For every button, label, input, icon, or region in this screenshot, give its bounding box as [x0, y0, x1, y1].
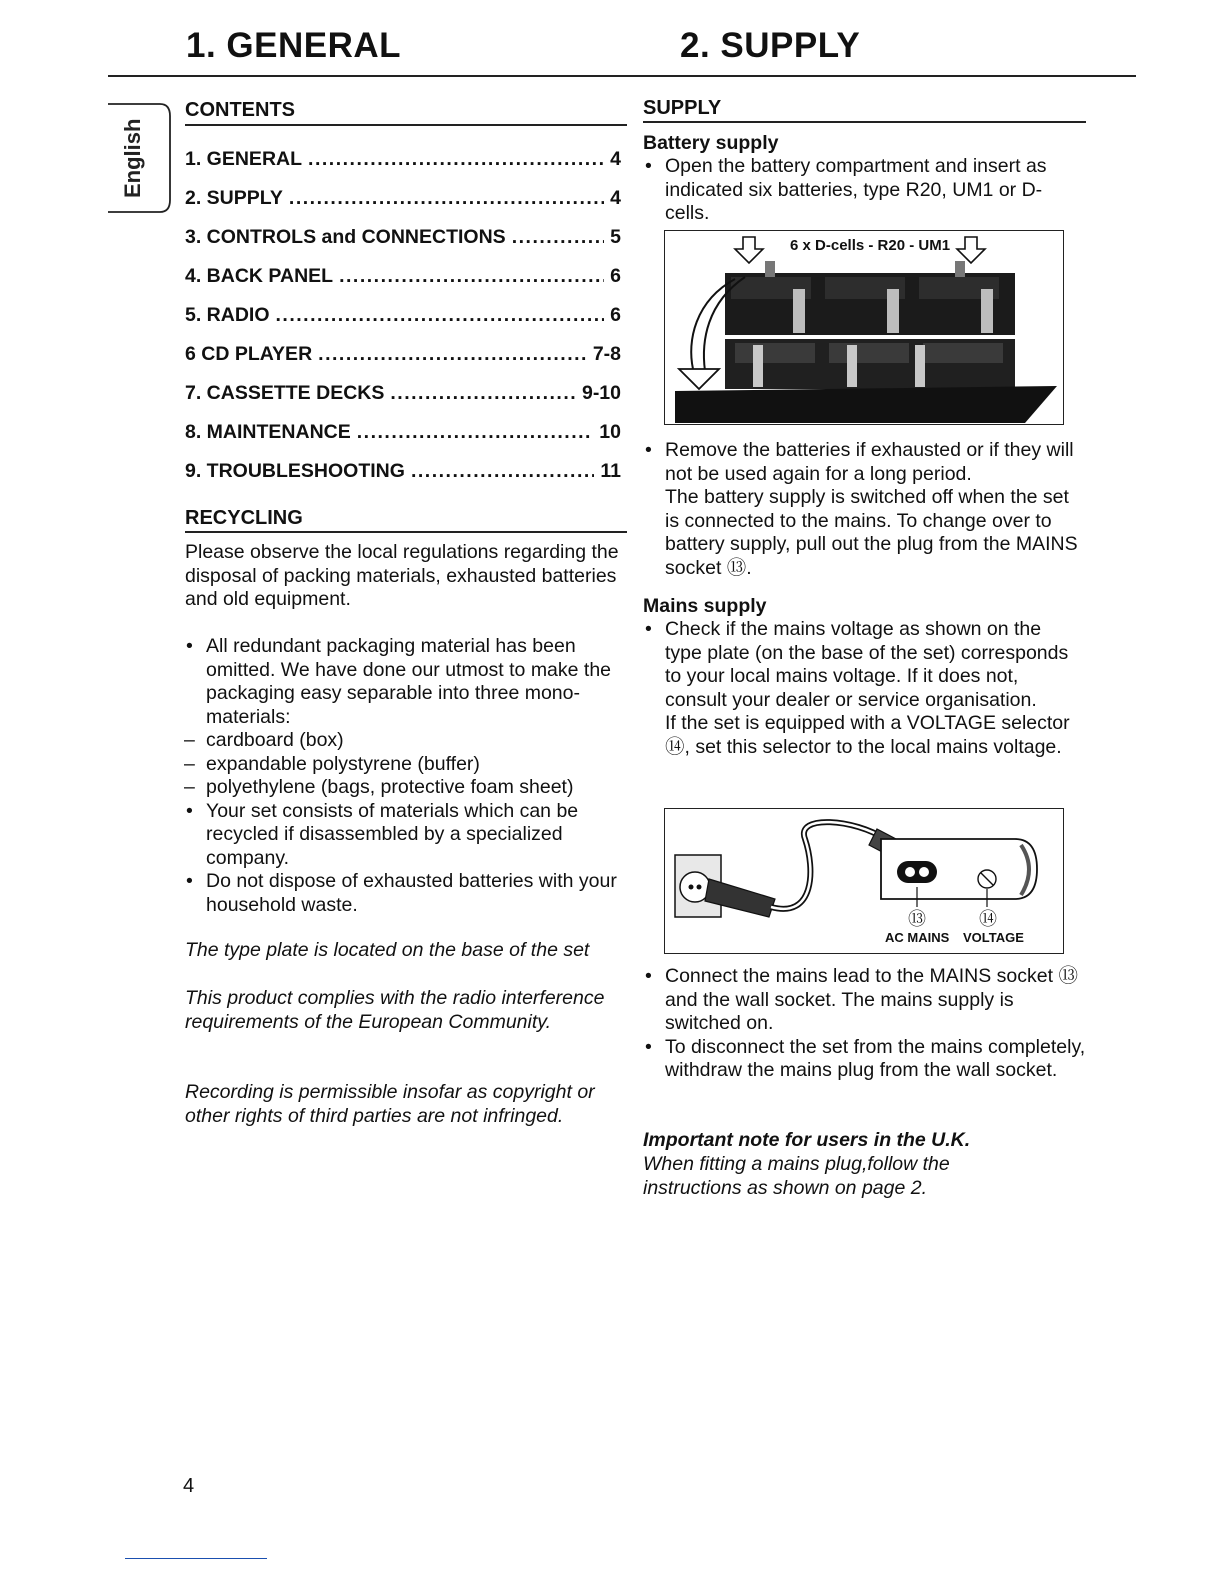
- toc-item[interactable]: [185, 304, 621, 327]
- mains-connection-figure: [664, 808, 1064, 954]
- contents-rule: [185, 124, 627, 126]
- toc-item-page: 6: [610, 304, 621, 326]
- recycling-list: [184, 635, 624, 917]
- compliance-note: This product complies with the radio interference requirements of the European Community.: [185, 987, 605, 1033]
- toc-item-label: 8. MAINTENANCE: [185, 421, 351, 443]
- toc-item-label: 4. BACK PANEL: [185, 265, 334, 287]
- page-number: 4: [183, 1475, 195, 1497]
- callout-13: ⑬: [908, 909, 926, 929]
- header-rule: [108, 75, 1136, 77]
- list-item: • Do not dispose of exhausted batteries with your household waste.: [184, 870, 624, 917]
- left-page-title: 1. GENERAL: [186, 26, 402, 65]
- toc-item-label: 7. CASSETTE DECKS: [185, 382, 385, 404]
- contents-heading: CONTENTS: [185, 99, 295, 121]
- toc-leader-dots: [390, 382, 576, 405]
- language-label: English: [120, 118, 145, 198]
- right-page-title: 2. SUPPLY: [680, 26, 861, 65]
- battery-illustration: [665, 231, 1063, 424]
- mains-list-1: [643, 618, 1083, 759]
- toc-leader-dots: [357, 421, 594, 444]
- toc-leader-dots: [289, 187, 604, 210]
- toc-item[interactable]: [185, 343, 621, 366]
- toc-item-page: 6: [610, 265, 621, 287]
- toc-item[interactable]: [185, 421, 621, 444]
- recycling-rule: [185, 531, 627, 533]
- recording-note: Recording is permissible insofar as copyright or other rights of third parties are not infringed.: [185, 1081, 595, 1127]
- list-item: – cardboard (box): [184, 729, 624, 753]
- mains-list-2: [643, 965, 1088, 1083]
- list-item: [643, 618, 1083, 759]
- toc-item-label: 5. RADIO: [185, 304, 270, 326]
- list-item: – expandable polystyrene (buffer): [184, 753, 624, 777]
- uk-note-heading: Important note for users in the U.K.: [643, 1129, 971, 1151]
- voltage-selector-text: If the set is equipped with a VOLTAGE selector ⑭, set this selector to the local mains voltage.: [665, 712, 1070, 758]
- toc-leader-dots: [276, 304, 605, 327]
- list-item: [643, 439, 1083, 580]
- battery-figure-label: 6 x D-cells - R20 - UM1: [787, 237, 953, 254]
- toc-leader-dots: [339, 265, 604, 288]
- toc-item-page: 9-10: [581, 382, 621, 404]
- uk-note-text: When fitting a mains plug,follow the instructions as shown on page 2.: [643, 1153, 950, 1199]
- battery-removal-text: • Remove the batteries if exhausted or if they will not be used again for a long period.: [665, 439, 1074, 485]
- toc-item[interactable]: [185, 265, 621, 288]
- toc-leader-dots: [308, 148, 604, 171]
- recycling-heading: RECYCLING: [185, 507, 303, 529]
- toc-item-page: 10: [599, 421, 621, 443]
- toc-item-label: 2. SUPPLY: [185, 187, 283, 209]
- toc-leader-dots: [512, 226, 604, 249]
- toc-item-page: 5: [610, 226, 621, 248]
- list-item: • All redundant packaging material has been omitted. We have done our utmost to make the packaging easy separable into three mono-materials:: [184, 635, 624, 729]
- toc-item-label: 9. TROUBLESHOOTING: [185, 460, 405, 482]
- toc-item-label: 1. GENERAL: [185, 148, 303, 170]
- voltage-label: VOLTAGE: [963, 930, 1024, 945]
- type-plate-note: The type plate is located on the base of the set: [185, 939, 590, 961]
- battery-list-2: [643, 439, 1083, 580]
- recycling-intro: Please observe the local regulations regarding the disposal of packing materials, exhausted batteries and old equipment.: [185, 541, 619, 610]
- toc-item-page: 7-8: [592, 343, 621, 365]
- list-item: – polyethylene (bags, protective foam sheet): [184, 776, 624, 800]
- mains-supply-heading: Mains supply: [643, 595, 767, 617]
- toc-item[interactable]: [185, 226, 621, 249]
- toc-item-page: 11: [600, 460, 621, 482]
- toc-item-page: 4: [610, 187, 621, 209]
- toc-item[interactable]: [185, 460, 621, 483]
- toc-leader-dots: [318, 343, 587, 366]
- toc-item[interactable]: [185, 187, 621, 210]
- supply-rule: [643, 121, 1086, 123]
- toc-item-label: 3. CONTROLS and CONNECTIONS: [185, 226, 506, 248]
- battery-compartment-figure: [664, 230, 1064, 425]
- battery-list-1: [643, 155, 1083, 226]
- toc-item-label: 6 CD PLAYER: [185, 343, 313, 365]
- supply-heading: SUPPLY: [643, 97, 722, 119]
- mains-check-text: • Check if the mains voltage as shown on the type plate (on the base of the set) corresponds to your local mains voltage. If it does not, consult your dealer or service organisation.: [665, 618, 1069, 711]
- footer-line: [125, 1558, 267, 1559]
- toc-leader-dots: [411, 460, 594, 483]
- list-item: • To disconnect the set from the mains completely, withdraw the mains plug from the wall socket.: [643, 1036, 1088, 1083]
- list-item: • Your set consists of materials which can be recycled if disassembled by a specialized company.: [184, 800, 624, 871]
- callout-14: ⑭: [979, 909, 997, 929]
- toc-item-page: 4: [610, 148, 621, 170]
- ac-mains-label: AC MAINS: [885, 930, 950, 945]
- toc-item[interactable]: [185, 382, 621, 405]
- battery-switch-text: The battery supply is switched off when the set is connected to the mains. To change over to battery supply, pull out the plug from the MAINS socket ⑬.: [665, 486, 1078, 579]
- list-item: • Connect the mains lead to the MAINS socket ⑬ and the wall socket. The mains supply is switched on.: [643, 965, 1088, 1036]
- toc-item[interactable]: [185, 148, 621, 171]
- battery-supply-heading: Battery supply: [643, 132, 779, 154]
- list-item: • Open the battery compartment and insert as indicated six batteries, type R20, UM1 or D-cells.: [643, 155, 1083, 226]
